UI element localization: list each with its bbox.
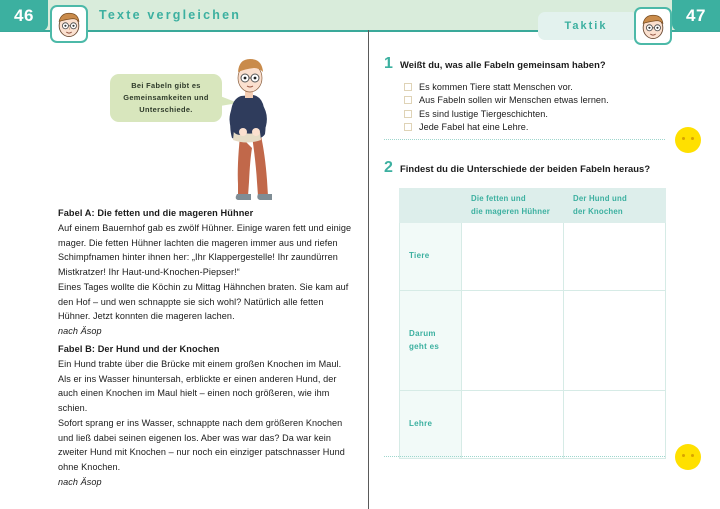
smiley-sticker-bottom — [675, 444, 701, 470]
book-spine — [368, 30, 369, 509]
row-label-line-1: Darum — [409, 329, 436, 339]
fable-b-source: nach Äsop — [58, 476, 102, 487]
checkbox-icon[interactable] — [404, 123, 412, 131]
comparison-table — [399, 188, 666, 459]
smiley-eye-left — [682, 454, 685, 457]
option-label: Es sind lustige Tiergeschichten. — [419, 108, 548, 119]
speech-line-1: Bei Fabeln gibt es — [131, 80, 201, 90]
exercise-1-question: Weißt du, was alle Fabeln gemeinsam haben? — [400, 59, 606, 70]
exercise-1-number: 1 — [384, 55, 393, 72]
row-label-tiere — [400, 223, 462, 291]
checkbox-icon[interactable] — [404, 83, 412, 91]
boy-face-icon-right — [634, 7, 672, 45]
smiley-sticker-top — [675, 127, 701, 153]
option-label: Jede Fabel hat eine Lehre. — [419, 122, 529, 133]
exercise-1-options — [384, 80, 684, 134]
option-label: Aus Fabeln sollen wir Menschen etwas lernen. — [419, 95, 609, 106]
answer-cell[interactable] — [462, 223, 564, 291]
dotted-divider-top — [384, 139, 665, 140]
page-number-left: 46 — [0, 0, 48, 31]
smiley-eye-left — [682, 137, 685, 140]
option-row[interactable] — [404, 94, 684, 108]
answer-cell[interactable] — [564, 291, 666, 391]
table-row — [400, 391, 666, 459]
option-row[interactable] — [404, 107, 684, 121]
option-row[interactable] — [404, 121, 684, 135]
table-row — [400, 291, 666, 391]
dotted-divider-bottom — [384, 456, 665, 457]
table-corner-cell — [400, 189, 462, 223]
table-column-header-2 — [564, 189, 666, 223]
row-label-line-1: Tiere — [409, 251, 430, 261]
answer-cell[interactable] — [564, 391, 666, 459]
answer-cell[interactable] — [462, 391, 564, 459]
row-label-line-1: Lehre — [409, 419, 433, 429]
fable-b — [58, 344, 354, 489]
page-number-right: 47 — [672, 0, 720, 31]
option-row[interactable] — [404, 80, 684, 94]
taktik-label: Taktik — [564, 20, 608, 32]
answer-cell[interactable] — [462, 291, 564, 391]
column-1-line-2: die mageren Hühner — [471, 206, 550, 216]
speech-line-2: Gemeinsamkeiten und — [123, 92, 209, 102]
option-label: Es kommen Tiere statt Menschen vor. — [419, 81, 573, 92]
checkbox-icon[interactable] — [404, 110, 412, 118]
fable-b-paragraph-1: Ein Hund trabte über die Brücke mit einem großen Knochen im Maul. Als er ins Wasser hinuntersah, erblickte er einen anderen Hund, der auch einen Knochen im Maul hielt – einen noch größeren, wie ihm schien. — [58, 359, 342, 414]
exercise-2-number: 2 — [384, 159, 393, 176]
row-label-darum-geht-es — [400, 291, 462, 391]
table-header-row — [400, 189, 666, 223]
exercise-2-question: Findest du die Unterschiede der beiden Fabeln heraus? — [400, 163, 651, 174]
boy-face-icon-left — [50, 5, 88, 43]
row-label-line-2: geht es — [409, 341, 440, 351]
answer-cell[interactable] — [564, 223, 666, 291]
checkbox-icon[interactable] — [404, 96, 412, 104]
column-1-line-1: Die fetten und — [471, 194, 526, 204]
fable-b-paragraph-2: Sofort sprang er ins Wasser, schnappte nach dem größeren Knochen und ließ dabei seinen eigenen los. Aber was war das? Da war kein zweiter Hund mit Knochen – nur noch ein einziger patschnasser Hund ohne Knochen. — [58, 417, 345, 473]
row-label-lehre — [400, 391, 462, 459]
fable-a-paragraph-1: Auf einem Bauernhof gab es zwölf Hühner. Einige waren fett und einige mager. Die fetten Hühner lachten die mageren immer aus und riefen Schimpfnamen hinter ihnen her: „Ihr Klappergestelle! Ihr zaundürren Mistkratzer! Ihr Haut-und-Knochen-Piepser!“ — [58, 223, 352, 278]
boy-character-illustration — [216, 52, 278, 204]
exercise-2 — [384, 160, 684, 176]
table-row — [400, 223, 666, 291]
taktik-badge — [538, 12, 634, 40]
speech-line-3: Unterschiede. — [139, 105, 193, 115]
fable-a-title: Fabel A: Die fetten und die mageren Hühner — [58, 208, 254, 218]
table-column-header-1 — [462, 189, 564, 223]
speech-bubble — [110, 74, 222, 122]
fable-a-source: nach Äsop — [58, 326, 102, 337]
exercise-1 — [384, 56, 684, 134]
page-title: Texte vergleichen — [99, 8, 242, 22]
column-2-line-1: Der Hund und — [573, 194, 627, 204]
smiley-eye-right — [691, 454, 694, 457]
smiley-eye-right — [691, 137, 694, 140]
fable-b-title: Fabel B: Der Hund und der Knochen — [58, 344, 220, 354]
fable-a — [58, 208, 354, 339]
fable-a-paragraph-2: Eines Tages wollte die Köchin zu Mittag Hähnchen braten. Sie kam auf den Hof – und wen schnappte sie sich wohl? Natürlich alle fetten Hühner. Jetzt konnten die mageren lachen. — [58, 281, 349, 322]
column-2-line-2: der Knochen — [573, 206, 623, 216]
